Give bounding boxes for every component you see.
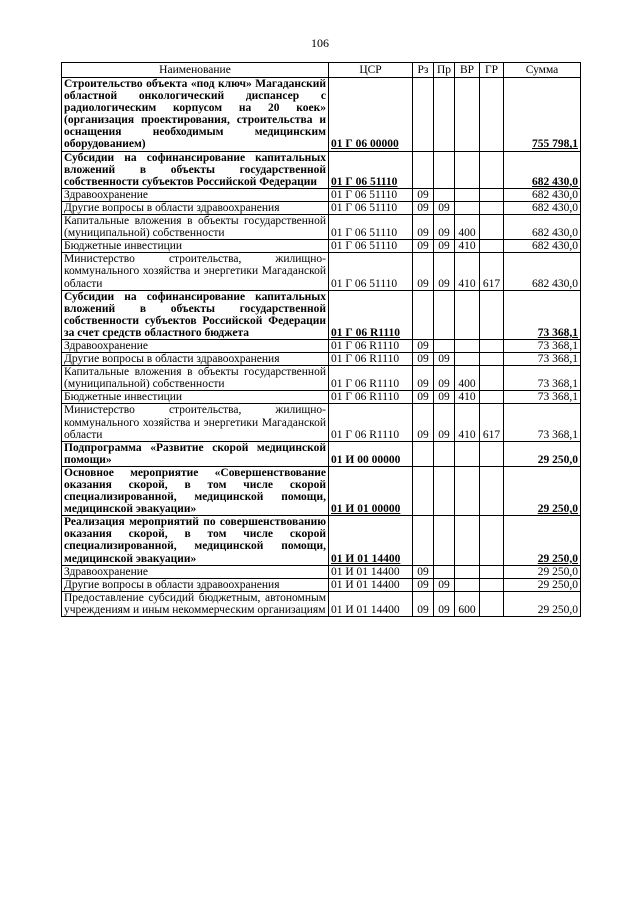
table-row — [62, 339, 581, 352]
table-row — [62, 578, 581, 591]
table-row — [62, 591, 581, 616]
name-cell: Субсидии на софинансирование капитальных вложений в объекты государственной собственности субъектов Российской Федерации — [62, 151, 329, 188]
table-row — [62, 466, 581, 515]
name-cell: Здравоохранение — [62, 188, 329, 201]
gr-cell: 617 — [480, 253, 504, 290]
csr-cell: 01 Г 06 51110 — [329, 188, 413, 201]
name-cell: Другие вопросы в области здравоохранения — [62, 201, 329, 214]
page-number: 106 — [311, 36, 329, 50]
name-cell: Строительство объекта «под ключ» Магаданский областной онкологический диспансер с радиологическим корпусом на 20 коек» (организация проектирования, строительства и оснащения необходимым медицинским оборудованием) — [62, 78, 329, 152]
table-row — [62, 391, 581, 404]
vr-cell — [455, 78, 480, 152]
table-row — [62, 366, 581, 391]
vr-cell: 400 — [455, 366, 480, 391]
pr-cell: 09 — [434, 253, 455, 290]
csr-cell: 01 Г 06 51110 — [329, 215, 413, 240]
gr-cell: 617 — [480, 404, 504, 441]
name-cell: Бюджетные инвестиции — [62, 391, 329, 404]
name-cell: Министерство строительства, жилищно-коммунального хозяйства и энергетики Магаданской области — [62, 404, 329, 441]
gr-cell — [480, 215, 504, 240]
gr-cell — [480, 339, 504, 352]
table-header-row — [62, 63, 581, 78]
name-cell: Капитальные вложения в объекты государственной (муниципальной) собственности — [62, 366, 329, 391]
csr-cell: 01 И 01 00000 — [329, 466, 413, 515]
rz-cell: 09 — [413, 353, 434, 366]
column-header-name: Наименование — [62, 63, 329, 78]
csr-cell: 01 Г 06 00000 — [329, 78, 413, 152]
pr-cell — [434, 565, 455, 578]
sum-cell: 682 430,0 — [504, 253, 581, 290]
table-row — [62, 78, 581, 152]
sum-cell: 73 368,1 — [504, 353, 581, 366]
csr-cell: 01 И 01 14400 — [329, 578, 413, 591]
sum-cell: 73 368,1 — [504, 366, 581, 391]
table-row — [62, 353, 581, 366]
table-row — [62, 240, 581, 253]
rz-cell: 09 — [413, 339, 434, 352]
gr-cell — [480, 151, 504, 188]
rz-cell: 09 — [413, 565, 434, 578]
column-header-rz: Рз — [413, 63, 434, 78]
name-cell: Министерство строительства, жилищно-коммунального хозяйства и энергетики Магаданской области — [62, 253, 329, 290]
gr-cell — [480, 441, 504, 466]
gr-cell — [480, 78, 504, 152]
gr-cell — [480, 578, 504, 591]
name-cell: Субсидии на софинансирование капитальных вложений в объекты государственной собственности субъектов Российской Федерации за счет средств областного бюджета — [62, 290, 329, 339]
pr-cell — [434, 466, 455, 515]
pr-cell — [434, 290, 455, 339]
rz-cell: 09 — [413, 201, 434, 214]
rz-cell: 09 — [413, 366, 434, 391]
name-cell: Капитальные вложения в объекты государственной (муниципальной) собственности — [62, 215, 329, 240]
sum-cell: 682 430,0 — [504, 151, 581, 188]
vr-cell — [455, 578, 480, 591]
vr-cell: 400 — [455, 215, 480, 240]
column-header-pr: Пр — [434, 63, 455, 78]
name-cell: Здравоохранение — [62, 339, 329, 352]
pr-cell — [434, 78, 455, 152]
column-header-vr: ВР — [455, 63, 480, 78]
pr-cell — [434, 441, 455, 466]
name-cell: Бюджетные инвестиции — [62, 240, 329, 253]
column-header-gr: ГР — [480, 63, 504, 78]
sum-cell: 29 250,0 — [504, 516, 581, 565]
table-row — [62, 565, 581, 578]
name-cell: Предоставление субсидий бюджетным, автономным учреждениям и иным некоммерческим организациям — [62, 591, 329, 616]
rz-cell: 09 — [413, 391, 434, 404]
rz-cell: 09 — [413, 578, 434, 591]
pr-cell: 09 — [434, 578, 455, 591]
vr-cell: 410 — [455, 240, 480, 253]
table-row — [62, 151, 581, 188]
name-cell: Здравоохранение — [62, 565, 329, 578]
csr-cell: 01 И 01 14400 — [329, 516, 413, 565]
vr-cell — [455, 339, 480, 352]
vr-cell — [455, 188, 480, 201]
table-row — [62, 290, 581, 339]
csr-cell: 01 Г 06 R1110 — [329, 290, 413, 339]
sum-cell: 682 430,0 — [504, 240, 581, 253]
rz-cell — [413, 516, 434, 565]
name-cell: Другие вопросы в области здравоохранения — [62, 578, 329, 591]
gr-cell — [480, 290, 504, 339]
vr-cell — [455, 565, 480, 578]
table-row — [62, 215, 581, 240]
csr-cell: 01 И 00 00000 — [329, 441, 413, 466]
gr-cell — [480, 565, 504, 578]
csr-cell: 01 Г 06 R1110 — [329, 404, 413, 441]
vr-cell — [455, 353, 480, 366]
pr-cell: 09 — [434, 391, 455, 404]
table-row — [62, 188, 581, 201]
vr-cell: 410 — [455, 391, 480, 404]
name-cell: Основное мероприятие «Совершенствование оказания скорой, в том числе скорой специализированной, медицинской помощи, медицинской эвакуации» — [62, 466, 329, 515]
csr-cell: 01 Г 06 R1110 — [329, 391, 413, 404]
table-row — [62, 201, 581, 214]
pr-cell: 09 — [434, 353, 455, 366]
gr-cell — [480, 391, 504, 404]
vr-cell — [455, 151, 480, 188]
csr-cell: 01 Г 06 R1110 — [329, 339, 413, 352]
name-cell: Реализация мероприятий по совершенствованию оказания скорой, в том числе скорой специализированной, медицинской помощи, медицинской эвакуации» — [62, 516, 329, 565]
csr-cell: 01 И 01 14400 — [329, 591, 413, 616]
rz-cell — [413, 78, 434, 152]
gr-cell — [480, 188, 504, 201]
rz-cell — [413, 290, 434, 339]
gr-cell — [480, 201, 504, 214]
vr-cell — [455, 466, 480, 515]
pr-cell: 09 — [434, 215, 455, 240]
table-row — [62, 253, 581, 290]
vr-cell: 410 — [455, 253, 480, 290]
rz-cell: 09 — [413, 253, 434, 290]
pr-cell: 09 — [434, 201, 455, 214]
sum-cell: 73 368,1 — [504, 339, 581, 352]
rz-cell — [413, 151, 434, 188]
table-row — [62, 516, 581, 565]
gr-cell — [480, 466, 504, 515]
csr-cell: 01 Г 06 R1110 — [329, 353, 413, 366]
rz-cell: 09 — [413, 404, 434, 441]
name-cell: Подпрограмма «Развитие скорой медицинской помощи» — [62, 441, 329, 466]
csr-cell: 01 И 01 14400 — [329, 565, 413, 578]
vr-cell: 410 — [455, 404, 480, 441]
rz-cell: 09 — [413, 188, 434, 201]
sum-cell: 682 430,0 — [504, 188, 581, 201]
pr-cell: 09 — [434, 404, 455, 441]
rz-cell: 09 — [413, 240, 434, 253]
csr-cell: 01 Г 06 R1110 — [329, 366, 413, 391]
vr-cell — [455, 516, 480, 565]
table-row — [62, 404, 581, 441]
gr-cell — [480, 366, 504, 391]
rz-cell — [413, 466, 434, 515]
sum-cell: 73 368,1 — [504, 404, 581, 441]
csr-cell: 01 Г 06 51110 — [329, 201, 413, 214]
pr-cell — [434, 188, 455, 201]
csr-cell: 01 Г 06 51110 — [329, 240, 413, 253]
column-header-csr: ЦСР — [329, 63, 413, 78]
pr-cell: 09 — [434, 240, 455, 253]
vr-cell — [455, 201, 480, 214]
pr-cell — [434, 151, 455, 188]
sum-cell: 682 430,0 — [504, 215, 581, 240]
sum-cell: 29 250,0 — [504, 591, 581, 616]
pr-cell — [434, 516, 455, 565]
sum-cell: 29 250,0 — [504, 466, 581, 515]
gr-cell — [480, 240, 504, 253]
budget-table — [61, 62, 581, 617]
vr-cell — [455, 290, 480, 339]
sum-cell: 29 250,0 — [504, 565, 581, 578]
pr-cell: 09 — [434, 591, 455, 616]
pr-cell — [434, 339, 455, 352]
name-cell: Другие вопросы в области здравоохранения — [62, 353, 329, 366]
pr-cell: 09 — [434, 366, 455, 391]
gr-cell — [480, 353, 504, 366]
vr-cell: 600 — [455, 591, 480, 616]
sum-cell: 73 368,1 — [504, 290, 581, 339]
csr-cell: 01 Г 06 51110 — [329, 151, 413, 188]
sum-cell: 73 368,1 — [504, 391, 581, 404]
column-header-sum: Сумма — [504, 63, 581, 78]
vr-cell — [455, 441, 480, 466]
sum-cell: 682 430,0 — [504, 201, 581, 214]
sum-cell: 755 798,1 — [504, 78, 581, 152]
csr-cell: 01 Г 06 51110 — [329, 253, 413, 290]
rz-cell: 09 — [413, 215, 434, 240]
table-row — [62, 441, 581, 466]
sum-cell: 29 250,0 — [504, 578, 581, 591]
sum-cell: 29 250,0 — [504, 441, 581, 466]
table-body — [62, 78, 581, 617]
gr-cell — [480, 516, 504, 565]
rz-cell: 09 — [413, 591, 434, 616]
gr-cell — [480, 591, 504, 616]
rz-cell — [413, 441, 434, 466]
